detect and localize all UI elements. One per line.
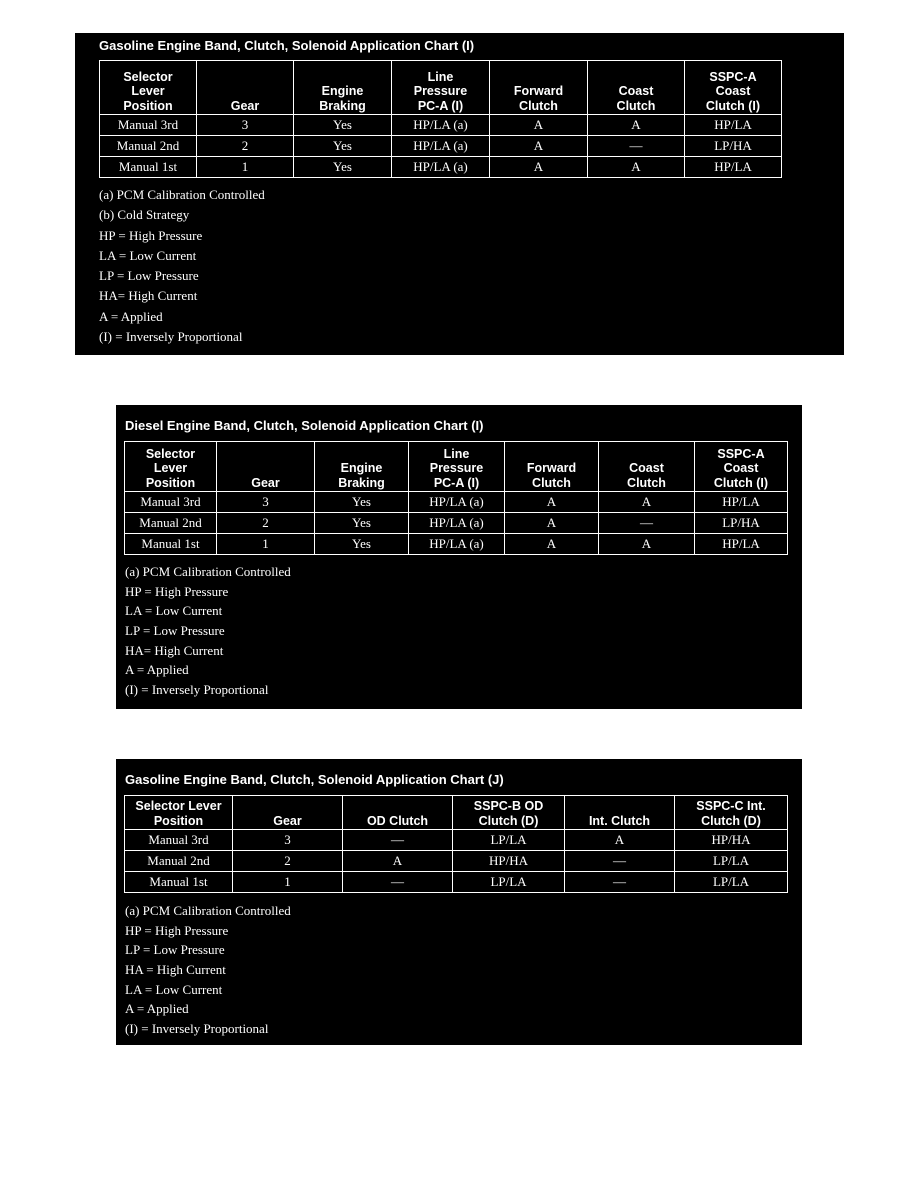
table-cell: 1 [233,872,343,893]
table-cell: — [599,513,695,534]
note-item: (I) = Inversely Proportional [99,329,243,345]
note-item: LP = Low Pressure [125,623,225,639]
header-cell: Selector Lever Position [125,442,217,492]
table-cell: A [343,851,453,872]
table-cell: Manual 1st [125,872,233,893]
table-cell: — [343,872,453,893]
note-item: HA = High Current [125,962,226,978]
note-item: A = Applied [125,662,189,678]
header-row [125,442,788,492]
note-item: LA = Low Current [125,603,223,619]
note-item: LA = Low Current [125,981,223,997]
table-cell: A [588,115,685,136]
header-cell: Selector Lever Position [100,61,197,115]
table-row [125,513,788,534]
table-cell: Yes [294,157,392,178]
header-cell: SSPC-A Coast Clutch (I) [695,442,788,492]
chart-title: Diesel Engine Band, Clutch, Solenoid Application Chart (I) [125,418,484,433]
table-cell: HP/LA (a) [409,534,505,555]
table-cell: LP/LA [675,851,788,872]
table-cell: A [565,830,675,851]
table-cell: A [505,534,599,555]
header-cell: Coast Clutch [599,442,695,492]
table-row [125,851,788,872]
table-cell: 2 [197,136,294,157]
note-item: A = Applied [99,308,163,324]
table-cell: Manual 1st [100,157,197,178]
table-cell: — [565,872,675,893]
note-item: (a) PCM Calibration Controlled [125,903,291,918]
table-row [100,115,782,136]
table-cell: 3 [217,492,315,513]
table-row [125,492,788,513]
table-cell: — [565,851,675,872]
table-cell: HP/HA [675,830,788,851]
note-item: LP = Low Pressure [99,268,199,284]
table-cell: A [599,492,695,513]
table-cell: Yes [294,115,392,136]
note-item: HA= High Current [99,288,198,304]
header-cell: Gear [217,442,315,492]
header-cell: Int. Clutch [565,796,675,830]
note-item: LP = Low Pressure [125,942,225,958]
header-cell: Coast Clutch [588,61,685,115]
header-cell: Forward Clutch [490,61,588,115]
header-cell: Engine Braking [315,442,409,492]
note-item: (a) PCM Calibration Controlled [99,187,265,202]
table-cell: A [490,115,588,136]
header-row [100,61,782,115]
note-item: A = Applied [125,1001,189,1017]
table-cell: HP/LA [685,115,782,136]
application-chart-table [124,795,788,893]
note-item: (I) = Inversely Proportional [125,1021,269,1037]
table-cell: HP/LA [695,534,788,555]
table-cell: Manual 2nd [125,513,217,534]
table-cell: HP/LA (a) [392,115,490,136]
note-item: (a) PCM Calibration Controlled [125,564,291,579]
table-cell: Manual 1st [125,534,217,555]
table-row [125,534,788,555]
note-item: (I) = Inversely Proportional [125,682,269,698]
header-cell: Line Pressure PC-A (I) [409,442,505,492]
table-cell: HP/LA (a) [392,157,490,178]
gasoline-chart-j-panel [116,759,802,1045]
table-cell: LP/LA [675,872,788,893]
note-item: HP = High Pressure [125,583,229,599]
diesel-chart-i-panel [116,405,802,709]
note-item: LA = Low Current [99,247,197,263]
header-cell: SSPC-C Int. Clutch (D) [675,796,788,830]
application-chart-table [99,60,782,178]
chart-notes [125,562,291,700]
header-cell: Forward Clutch [505,442,599,492]
table-cell: A [505,513,599,534]
table-cell: 2 [233,851,343,872]
table-cell: 1 [197,157,294,178]
table-cell: Yes [315,513,409,534]
note-item: HP = High Pressure [99,227,203,243]
application-chart-table [124,441,788,555]
table-cell: A [490,157,588,178]
chart-title: Gasoline Engine Band, Clutch, Solenoid Application Chart (J) [125,772,504,787]
table-cell: Manual 3rd [100,115,197,136]
header-cell: OD Clutch [343,796,453,830]
table-cell: A [490,136,588,157]
table-cell: Yes [315,534,409,555]
table-cell: A [505,492,599,513]
table-cell: Manual 2nd [100,136,197,157]
header-cell: Gear [197,61,294,115]
table-cell: 3 [197,115,294,136]
header-cell: SSPC-A Coast Clutch (I) [685,61,782,115]
table-cell: — [343,830,453,851]
table-cell: LP/HA [685,136,782,157]
table-cell: HP/LA [695,492,788,513]
table-cell: A [599,534,695,555]
table-cell: 1 [217,534,315,555]
gasoline-chart-i-panel [75,33,844,355]
table-cell: Yes [294,136,392,157]
table-row [125,830,788,851]
table-cell: — [588,136,685,157]
header-cell: Gear [233,796,343,830]
header-cell: Engine Braking [294,61,392,115]
table-cell: HP/LA [685,157,782,178]
table-cell: HP/HA [453,851,565,872]
table-cell: LP/LA [453,830,565,851]
table-cell: HP/LA (a) [409,513,505,534]
table-cell: LP/HA [695,513,788,534]
table-row [100,157,782,178]
note-item: (b) Cold Strategy [99,207,190,223]
header-cell: Line Pressure PC-A (I) [392,61,490,115]
table-cell: Manual 2nd [125,851,233,872]
header-cell: SSPC-B OD Clutch (D) [453,796,565,830]
table-cell: Manual 3rd [125,492,217,513]
table-cell: LP/LA [453,872,565,893]
table-cell: Yes [315,492,409,513]
table-cell: 2 [217,513,315,534]
table-row [125,872,788,893]
header-row [125,796,788,830]
note-item: HP = High Pressure [125,922,229,938]
chart-notes [125,901,291,1039]
chart-title: Gasoline Engine Band, Clutch, Solenoid Application Chart (I) [99,38,475,53]
table-cell: Manual 3rd [125,830,233,851]
note-item: HA= High Current [125,642,224,658]
chart-notes [99,185,265,347]
table-cell: HP/LA (a) [392,136,490,157]
table-cell: HP/LA (a) [409,492,505,513]
table-cell: 3 [233,830,343,851]
table-row [100,136,782,157]
header-cell: Selector Lever Position [125,796,233,830]
table-cell: A [588,157,685,178]
